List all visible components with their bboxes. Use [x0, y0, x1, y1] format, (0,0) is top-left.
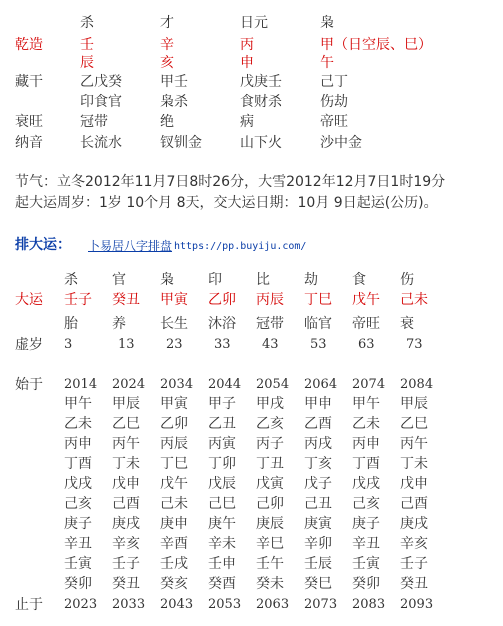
liunian-cell: 丁酉: [64, 456, 92, 472]
bazi-stem-cell: 辛: [160, 37, 174, 53]
liunian-cell: 己酉: [400, 496, 428, 512]
bazi-header-cell: 日元: [240, 15, 268, 31]
liunian-cell: 乙酉: [304, 416, 332, 432]
liunian-cell: 戊午: [160, 476, 188, 492]
liunian-cell: 庚午: [208, 516, 236, 532]
dayun-changsheng-cell: 长生: [160, 316, 188, 332]
liunian-cell: 甲午: [352, 396, 380, 412]
dayun-xusui-cell: 43: [262, 337, 279, 352]
liunian-cell: 庚子: [64, 516, 92, 532]
liunian-cell: 癸丑: [400, 576, 428, 592]
dayun-start-year-cell: 2024: [112, 377, 146, 392]
dayun-changsheng-cell: 冠带: [256, 316, 284, 332]
liunian-cell: 丁未: [400, 456, 428, 472]
nayin-label: 纳音: [15, 135, 43, 151]
liunian-cell: 己巳: [208, 496, 236, 512]
dayun-end-year-cell: 2073: [304, 597, 338, 612]
liunian-cell: 己卯: [256, 496, 284, 512]
liunian-cell: 壬辰: [304, 556, 332, 572]
liunian-cell: 丁卯: [208, 456, 236, 472]
shuaiwang-label: 衰旺: [15, 114, 43, 130]
dayun-shishen-cell: 比: [256, 272, 270, 288]
dayun-changsheng-cell: 养: [112, 316, 126, 332]
dayun-xusui-cell: 13: [118, 337, 135, 352]
dayun-end-year-cell: 2033: [112, 597, 146, 612]
dayun-start-year-cell: 2084: [400, 377, 434, 392]
dayun-start-year-cell: 2064: [304, 377, 338, 392]
liunian-cell: 壬子: [112, 556, 140, 572]
jieqi-line: 节气：立冬2012年11月7日8时26分，大雪2012年12月7日1时19分: [15, 174, 446, 190]
liunian-cell: 乙巳: [112, 416, 140, 432]
liunian-cell: 癸丑: [112, 576, 140, 592]
dayun-changsheng-cell: 临官: [304, 316, 332, 332]
liunian-cell: 庚戌: [112, 516, 140, 532]
liunian-cell: 丙申: [64, 436, 92, 452]
liunian-cell: 丁巳: [160, 456, 188, 472]
dayun-end-year-cell: 2083: [352, 597, 386, 612]
dayun-xusui-cell: 53: [310, 337, 327, 352]
liunian-cell: 辛卯: [304, 536, 332, 552]
bazi-branch-cell: 辰: [80, 55, 94, 71]
dayun-start-year-cell: 2014: [64, 377, 98, 392]
dayun-changsheng-cell: 帝旺: [352, 316, 380, 332]
liunian-cell: 癸卯: [352, 576, 380, 592]
liunian-cell: 癸酉: [208, 576, 236, 592]
bazi-canggan-cell: 己丁: [320, 74, 348, 90]
liunian-cell: 癸未: [256, 576, 284, 592]
liunian-cell: 戊戌: [352, 476, 380, 492]
dayun-shishen-cell: 官: [112, 272, 126, 288]
bazi-stem-cell: 甲（日空辰、巳）: [320, 37, 432, 53]
liunian-cell: 丙寅: [208, 436, 236, 452]
liunian-cell: 乙未: [352, 416, 380, 432]
liunian-cell: 戊寅: [256, 476, 284, 492]
liunian-cell: 戊戌: [64, 476, 92, 492]
liunian-cell: 庚辰: [256, 516, 284, 532]
liunian-cell: 甲寅: [160, 396, 188, 412]
liunian-cell: 己亥: [64, 496, 92, 512]
qianzao-label: 乾造: [15, 37, 43, 53]
dayun-shishen-cell: 伤: [400, 272, 414, 288]
liunian-cell: 壬戌: [160, 556, 188, 572]
liunian-cell: 乙巳: [400, 416, 428, 432]
liunian-cell: 丁丑: [256, 456, 284, 472]
liunian-cell: 戊申: [112, 476, 140, 492]
liunian-cell: 甲子: [208, 396, 236, 412]
bazi-canggan-cell: 戊庚壬: [240, 74, 282, 90]
liunian-cell: 丙午: [400, 436, 428, 452]
liunian-cell: 癸亥: [160, 576, 188, 592]
liunian-cell: 庚戌: [400, 516, 428, 532]
liunian-cell: 甲申: [304, 396, 332, 412]
liunian-cell: 丙午: [112, 436, 140, 452]
bazi-canggan-cell: 甲壬: [160, 74, 188, 90]
dayun-end-year-cell: 2093: [400, 597, 434, 612]
liunian-cell: 戊辰: [208, 476, 236, 492]
bazi-header-cell: 才: [160, 15, 174, 31]
bazi-header-cell: 杀: [80, 15, 94, 31]
liunian-cell: 丙辰: [160, 436, 188, 452]
qiyun-line: 起大运周岁：1岁 10个月 8天，交大运日期：10月 9日起运(公历)。: [15, 195, 438, 211]
bazi-branch-cell: 申: [240, 55, 254, 71]
liunian-cell: 己未: [160, 496, 188, 512]
dayun-ganzhi-cell: 戊午: [352, 292, 380, 308]
bazi-branch-cell: 亥: [160, 55, 174, 71]
dayun-xusui-cell: 73: [406, 337, 423, 352]
dayun-ganzhi-cell: 乙卯: [208, 292, 236, 308]
liunian-cell: 甲午: [64, 396, 92, 412]
dayun-end-year-cell: 2023: [64, 597, 98, 612]
dayun-end-year-cell: 2063: [256, 597, 290, 612]
bazi-shishen-cell: 食财杀: [240, 94, 282, 110]
dayun-ganzhi-cell: 壬子: [64, 292, 92, 308]
bazi-shuaiwang-cell: 绝: [160, 114, 174, 130]
liunian-cell: 丁酉: [352, 456, 380, 472]
dayun-xusui-cell: 33: [214, 337, 231, 352]
liunian-cell: 乙亥: [256, 416, 284, 432]
dayun-shishen-cell: 杀: [64, 272, 78, 288]
buyiju-link[interactable]: 卜易居八字排盘: [88, 239, 173, 253]
dayun-shishen-cell: 劫: [304, 272, 318, 288]
liunian-cell: 辛酉: [160, 536, 188, 552]
liunian-cell: 辛丑: [64, 536, 92, 552]
liunian-cell: 壬子: [400, 556, 428, 572]
bazi-branch-cell: 午: [320, 55, 334, 71]
liunian-cell: 辛亥: [400, 536, 428, 552]
liunian-cell: 丙子: [256, 436, 284, 452]
liunian-cell: 己酉: [112, 496, 140, 512]
dayun-xusui-cell: 3: [64, 337, 73, 352]
dayun-ganzhi-cell: 丙辰: [256, 292, 284, 308]
dayun-end-year-cell: 2053: [208, 597, 242, 612]
dayun-shishen-cell: 枭: [160, 272, 174, 288]
liunian-cell: 庚申: [160, 516, 188, 532]
liunian-cell: 辛未: [208, 536, 236, 552]
canggan-label: 藏干: [15, 74, 43, 90]
dayun-start-year-cell: 2074: [352, 377, 386, 392]
shiyu-label: 始于: [15, 377, 43, 393]
liunian-cell: 壬寅: [64, 556, 92, 572]
liunian-cell: 乙丑: [208, 416, 236, 432]
liunian-cell: 己亥: [352, 496, 380, 512]
liunian-cell: 丁未: [112, 456, 140, 472]
bazi-stem-cell: 壬: [80, 37, 94, 53]
bazi-header-cell: 枭: [320, 15, 334, 31]
liunian-cell: 丙戌: [304, 436, 332, 452]
bazi-nayin-cell: 山下火: [240, 135, 282, 151]
dayun-start-year-cell: 2044: [208, 377, 242, 392]
liunian-cell: 甲辰: [400, 396, 428, 412]
dayun-ganzhi-cell: 丁巳: [304, 292, 332, 308]
liunian-cell: 庚寅: [304, 516, 332, 532]
bazi-nayin-cell: 沙中金: [320, 135, 362, 151]
dayun-start-year-cell: 2034: [160, 377, 194, 392]
dayun-changsheng-cell: 胎: [64, 316, 78, 332]
dayun-end-year-cell: 2043: [160, 597, 194, 612]
bazi-shishen-cell: 枭杀: [160, 94, 188, 110]
bazi-canggan-cell: 乙戊癸: [80, 74, 122, 90]
bazi-shuaiwang-cell: 病: [240, 114, 254, 130]
bazi-shuaiwang-cell: 冠带: [80, 114, 108, 130]
dayun-ganzhi-cell: 己未: [400, 292, 428, 308]
dayun-xusui-cell: 23: [166, 337, 183, 352]
bazi-nayin-cell: 长流水: [80, 135, 122, 151]
dayun-ganzhi-cell: 甲寅: [160, 292, 188, 308]
bazi-nayin-cell: 钗钏金: [160, 135, 202, 151]
buyiju-url[interactable]: https://pp.buyiju.com/: [174, 241, 307, 252]
liunian-cell: 乙未: [64, 416, 92, 432]
liunian-cell: 壬午: [256, 556, 284, 572]
liunian-cell: 辛巳: [256, 536, 284, 552]
bazi-shishen-cell: 印食官: [80, 94, 122, 110]
liunian-cell: 甲辰: [112, 396, 140, 412]
liunian-cell: 壬申: [208, 556, 236, 572]
liunian-cell: 戊子: [304, 476, 332, 492]
liunian-cell: 甲戌: [256, 396, 284, 412]
dayun-changsheng-cell: 衰: [400, 316, 414, 332]
xusui-label: 虚岁: [15, 337, 43, 353]
dayun-label: 大运: [15, 292, 43, 308]
liunian-cell: 戊申: [400, 476, 428, 492]
liunian-cell: 辛亥: [112, 536, 140, 552]
liunian-cell: 癸巳: [304, 576, 332, 592]
dayun-xusui-cell: 63: [358, 337, 375, 352]
liunian-cell: 庚子: [352, 516, 380, 532]
liunian-cell: 丁亥: [304, 456, 332, 472]
dayun-ganzhi-cell: 癸丑: [112, 292, 140, 308]
dayun-title: 排大运：: [15, 237, 71, 253]
liunian-cell: 己丑: [304, 496, 332, 512]
zhiyu-label: 止于: [15, 597, 43, 613]
dayun-start-year-cell: 2054: [256, 377, 290, 392]
dayun-changsheng-cell: 沐浴: [208, 316, 236, 332]
dayun-shishen-cell: 印: [208, 272, 222, 288]
liunian-cell: 丙申: [352, 436, 380, 452]
liunian-cell: 乙卯: [160, 416, 188, 432]
dayun-shishen-cell: 食: [352, 272, 366, 288]
liunian-cell: 壬寅: [352, 556, 380, 572]
bazi-shishen-cell: 伤劫: [320, 94, 348, 110]
liunian-cell: 癸卯: [64, 576, 92, 592]
bazi-shuaiwang-cell: 帝旺: [320, 114, 348, 130]
liunian-cell: 辛丑: [352, 536, 380, 552]
bazi-stem-cell: 丙: [240, 37, 254, 53]
